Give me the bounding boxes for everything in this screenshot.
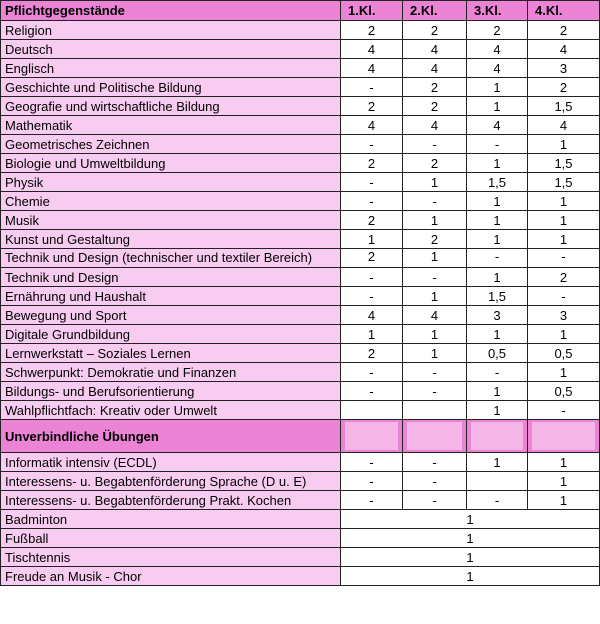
hours-class-4: 2	[528, 78, 600, 97]
course-hours: 1	[341, 548, 600, 567]
hours-class-4: 4	[528, 116, 600, 135]
course-name: Fußball	[1, 529, 341, 548]
hours-class-3: 2	[467, 21, 528, 40]
hours-class-3: 4	[467, 40, 528, 59]
subject-row	[1, 211, 600, 230]
hours-class-4: 1,5	[528, 154, 600, 173]
hours-class-1: 4	[341, 306, 403, 325]
hours-class-2: 1	[403, 211, 467, 230]
hours-class-4: -	[528, 401, 600, 420]
hours-class-2: -	[403, 382, 467, 401]
hours-class-4: 0,5	[528, 344, 600, 363]
subject-name: Bewegung und Sport	[1, 306, 341, 325]
hours-class-1: -	[341, 472, 403, 491]
subject-name: Geschichte und Politische Bildung	[1, 78, 341, 97]
hours-class-3: 0,5	[467, 344, 528, 363]
header-class-3: 3.Kl.	[467, 1, 528, 21]
hours-class-2: 1	[403, 344, 467, 363]
hours-class-4: 3	[528, 306, 600, 325]
hours-class-2: 4	[403, 306, 467, 325]
hours-class-2: 2	[403, 154, 467, 173]
subject-name: Ernährung und Haushalt	[1, 287, 341, 306]
subject-row	[1, 249, 600, 268]
hours-class-1: 2	[341, 154, 403, 173]
subject-name: Kunst und Gestaltung	[1, 230, 341, 249]
subject-row	[1, 59, 600, 78]
subject-name: Technik und Design (technischer und textiler Bereich)	[1, 249, 341, 268]
hours-class-1: 4	[341, 40, 403, 59]
section-blank	[467, 420, 528, 453]
section-blank	[528, 420, 600, 453]
hours-class-1: 2	[341, 21, 403, 40]
hours-class-3: 4	[467, 59, 528, 78]
course-name: Badminton	[1, 510, 341, 529]
hours-class-3: 1	[467, 78, 528, 97]
subject-row	[1, 230, 600, 249]
hours-class-4: 1	[528, 211, 600, 230]
hours-class-2	[403, 401, 467, 420]
hours-class-4: 1,5	[528, 97, 600, 116]
hours-class-2: 2	[403, 78, 467, 97]
hours-class-4: 2	[528, 268, 600, 287]
subject-name: Englisch	[1, 59, 341, 78]
courses	[1, 510, 600, 586]
subject-name: Schwerpunkt: Demokratie und Finanzen	[1, 363, 341, 382]
hours-class-2: 4	[403, 116, 467, 135]
hours-class-2: 1	[403, 325, 467, 344]
header-class-1: 1.Kl.	[341, 1, 403, 21]
hours-class-2: 2	[403, 21, 467, 40]
hours-class-2: -	[403, 472, 467, 491]
hours-class-1: 4	[341, 116, 403, 135]
hours-class-4: -	[528, 249, 600, 268]
hours-class-2: -	[403, 491, 467, 510]
hours-class-3	[467, 472, 528, 491]
course-row	[1, 529, 600, 548]
hours-class-3: 1	[467, 230, 528, 249]
hours-class-3: 1	[467, 453, 528, 472]
hours-class-4: 1,5	[528, 173, 600, 192]
hours-class-1: -	[341, 173, 403, 192]
subject-name: Wahlpflichtfach: Kreativ oder Umwelt	[1, 401, 341, 420]
hours-class-4: -	[528, 287, 600, 306]
hours-class-2: 1	[403, 249, 467, 268]
subject-row	[1, 21, 600, 40]
hours-class-1: -	[341, 287, 403, 306]
hours-class-3: 1	[467, 192, 528, 211]
hours-class-4: 1	[528, 453, 600, 472]
hours-class-1: 2	[341, 97, 403, 116]
course-row	[1, 567, 600, 586]
hours-class-3: -	[467, 491, 528, 510]
hours-class-4: 4	[528, 40, 600, 59]
hours-class-2: -	[403, 135, 467, 154]
hours-class-4: 3	[528, 59, 600, 78]
subject-row	[1, 154, 600, 173]
hours-class-1: 2	[341, 344, 403, 363]
hours-class-2: -	[403, 268, 467, 287]
subject-name: Deutsch	[1, 40, 341, 59]
subject-name: Interessens- u. Begabtenförderung Sprache (D u. E)	[1, 472, 341, 491]
subject-row	[1, 116, 600, 135]
hours-class-2: 2	[403, 97, 467, 116]
subject-name: Interessens- u. Begabtenförderung Prakt. Kochen	[1, 491, 341, 510]
hours-class-4: 1	[528, 192, 600, 211]
course-name: Tischtennis	[1, 548, 341, 567]
subject-row	[1, 344, 600, 363]
subject-name: Musik	[1, 211, 341, 230]
course-row	[1, 510, 600, 529]
subject-name: Technik und Design	[1, 268, 341, 287]
section-blank	[403, 420, 467, 453]
header-class-4: 4.Kl.	[528, 1, 600, 21]
subject-name: Chemie	[1, 192, 341, 211]
subject-name: Religion	[1, 21, 341, 40]
header-class-2: 2.Kl.	[403, 1, 467, 21]
subject-row	[1, 97, 600, 116]
hours-class-3: 3	[467, 306, 528, 325]
hours-class-3: 1,5	[467, 173, 528, 192]
subject-row	[1, 306, 600, 325]
hours-class-3: 1	[467, 268, 528, 287]
hours-class-1: 2	[341, 249, 403, 268]
course-row	[1, 548, 600, 567]
hours-class-3: 1	[467, 401, 528, 420]
subject-name: Geometrisches Zeichnen	[1, 135, 341, 154]
subject-row	[1, 287, 600, 306]
subject-name: Informatik intensiv (ECDL)	[1, 453, 341, 472]
hours-class-4: 1	[528, 472, 600, 491]
hours-class-1: -	[341, 453, 403, 472]
hours-class-2: -	[403, 192, 467, 211]
subject-name: Mathematik	[1, 116, 341, 135]
hours-class-3: 1	[467, 154, 528, 173]
hours-class-1	[341, 401, 403, 420]
course-name: Freude an Musik - Chor	[1, 567, 341, 586]
hours-class-4: 0,5	[528, 382, 600, 401]
optional-row	[1, 472, 600, 491]
hours-class-1: -	[341, 382, 403, 401]
hours-class-4: 1	[528, 363, 600, 382]
course-hours: 1	[341, 510, 600, 529]
subject-name: Geografie und wirtschaftliche Bildung	[1, 97, 341, 116]
subject-row	[1, 401, 600, 420]
hours-class-1: 1	[341, 230, 403, 249]
hours-class-2: -	[403, 453, 467, 472]
hours-class-1: 2	[341, 211, 403, 230]
subject-name: Physik	[1, 173, 341, 192]
course-hours: 1	[341, 567, 600, 586]
hours-class-4: 1	[528, 325, 600, 344]
hours-class-2: -	[403, 363, 467, 382]
hours-class-3: 1	[467, 97, 528, 116]
subject-name: Digitale Grundbildung	[1, 325, 341, 344]
hours-class-1: -	[341, 135, 403, 154]
compulsory-subjects	[1, 21, 600, 420]
hours-class-3: 1	[467, 382, 528, 401]
hours-class-1: 4	[341, 59, 403, 78]
hours-class-3: 1,5	[467, 287, 528, 306]
header-subject: Pflichtgegenstände	[1, 1, 341, 21]
optional-row	[1, 491, 600, 510]
hours-class-3: 1	[467, 211, 528, 230]
subject-row	[1, 78, 600, 97]
hours-class-3: -	[467, 135, 528, 154]
hours-class-4: 1	[528, 491, 600, 510]
hours-class-4: 1	[528, 230, 600, 249]
header-row	[1, 1, 600, 21]
subject-row	[1, 382, 600, 401]
subject-row	[1, 192, 600, 211]
hours-class-2: 1	[403, 287, 467, 306]
hours-class-4: 1	[528, 135, 600, 154]
optional-section-header	[1, 420, 600, 453]
subject-row	[1, 268, 600, 287]
subject-row	[1, 173, 600, 192]
hours-class-2: 1	[403, 173, 467, 192]
hours-class-1: -	[341, 78, 403, 97]
section-blank	[341, 420, 403, 453]
hours-class-3: -	[467, 249, 528, 268]
optional-exercises	[1, 453, 600, 510]
hours-class-1: 1	[341, 325, 403, 344]
subject-name: Bildungs- und Berufsorientierung	[1, 382, 341, 401]
subject-row	[1, 363, 600, 382]
optional-row	[1, 453, 600, 472]
hours-class-2: 4	[403, 59, 467, 78]
hours-class-2: 2	[403, 230, 467, 249]
subject-name: Lernwerkstatt – Soziales Lernen	[1, 344, 341, 363]
hours-class-3: 1	[467, 325, 528, 344]
hours-class-3: 4	[467, 116, 528, 135]
hours-class-4: 2	[528, 21, 600, 40]
subject-row	[1, 135, 600, 154]
hours-class-3: -	[467, 363, 528, 382]
optional-section-title: Unverbindliche Übungen	[1, 420, 341, 453]
hours-class-2: 4	[403, 40, 467, 59]
course-hours: 1	[341, 529, 600, 548]
hours-class-1: -	[341, 192, 403, 211]
subject-name: Biologie und Umweltbildung	[1, 154, 341, 173]
hours-class-1: -	[341, 268, 403, 287]
hours-class-1: -	[341, 363, 403, 382]
subject-row	[1, 325, 600, 344]
hours-class-1: -	[341, 491, 403, 510]
subject-row	[1, 40, 600, 59]
